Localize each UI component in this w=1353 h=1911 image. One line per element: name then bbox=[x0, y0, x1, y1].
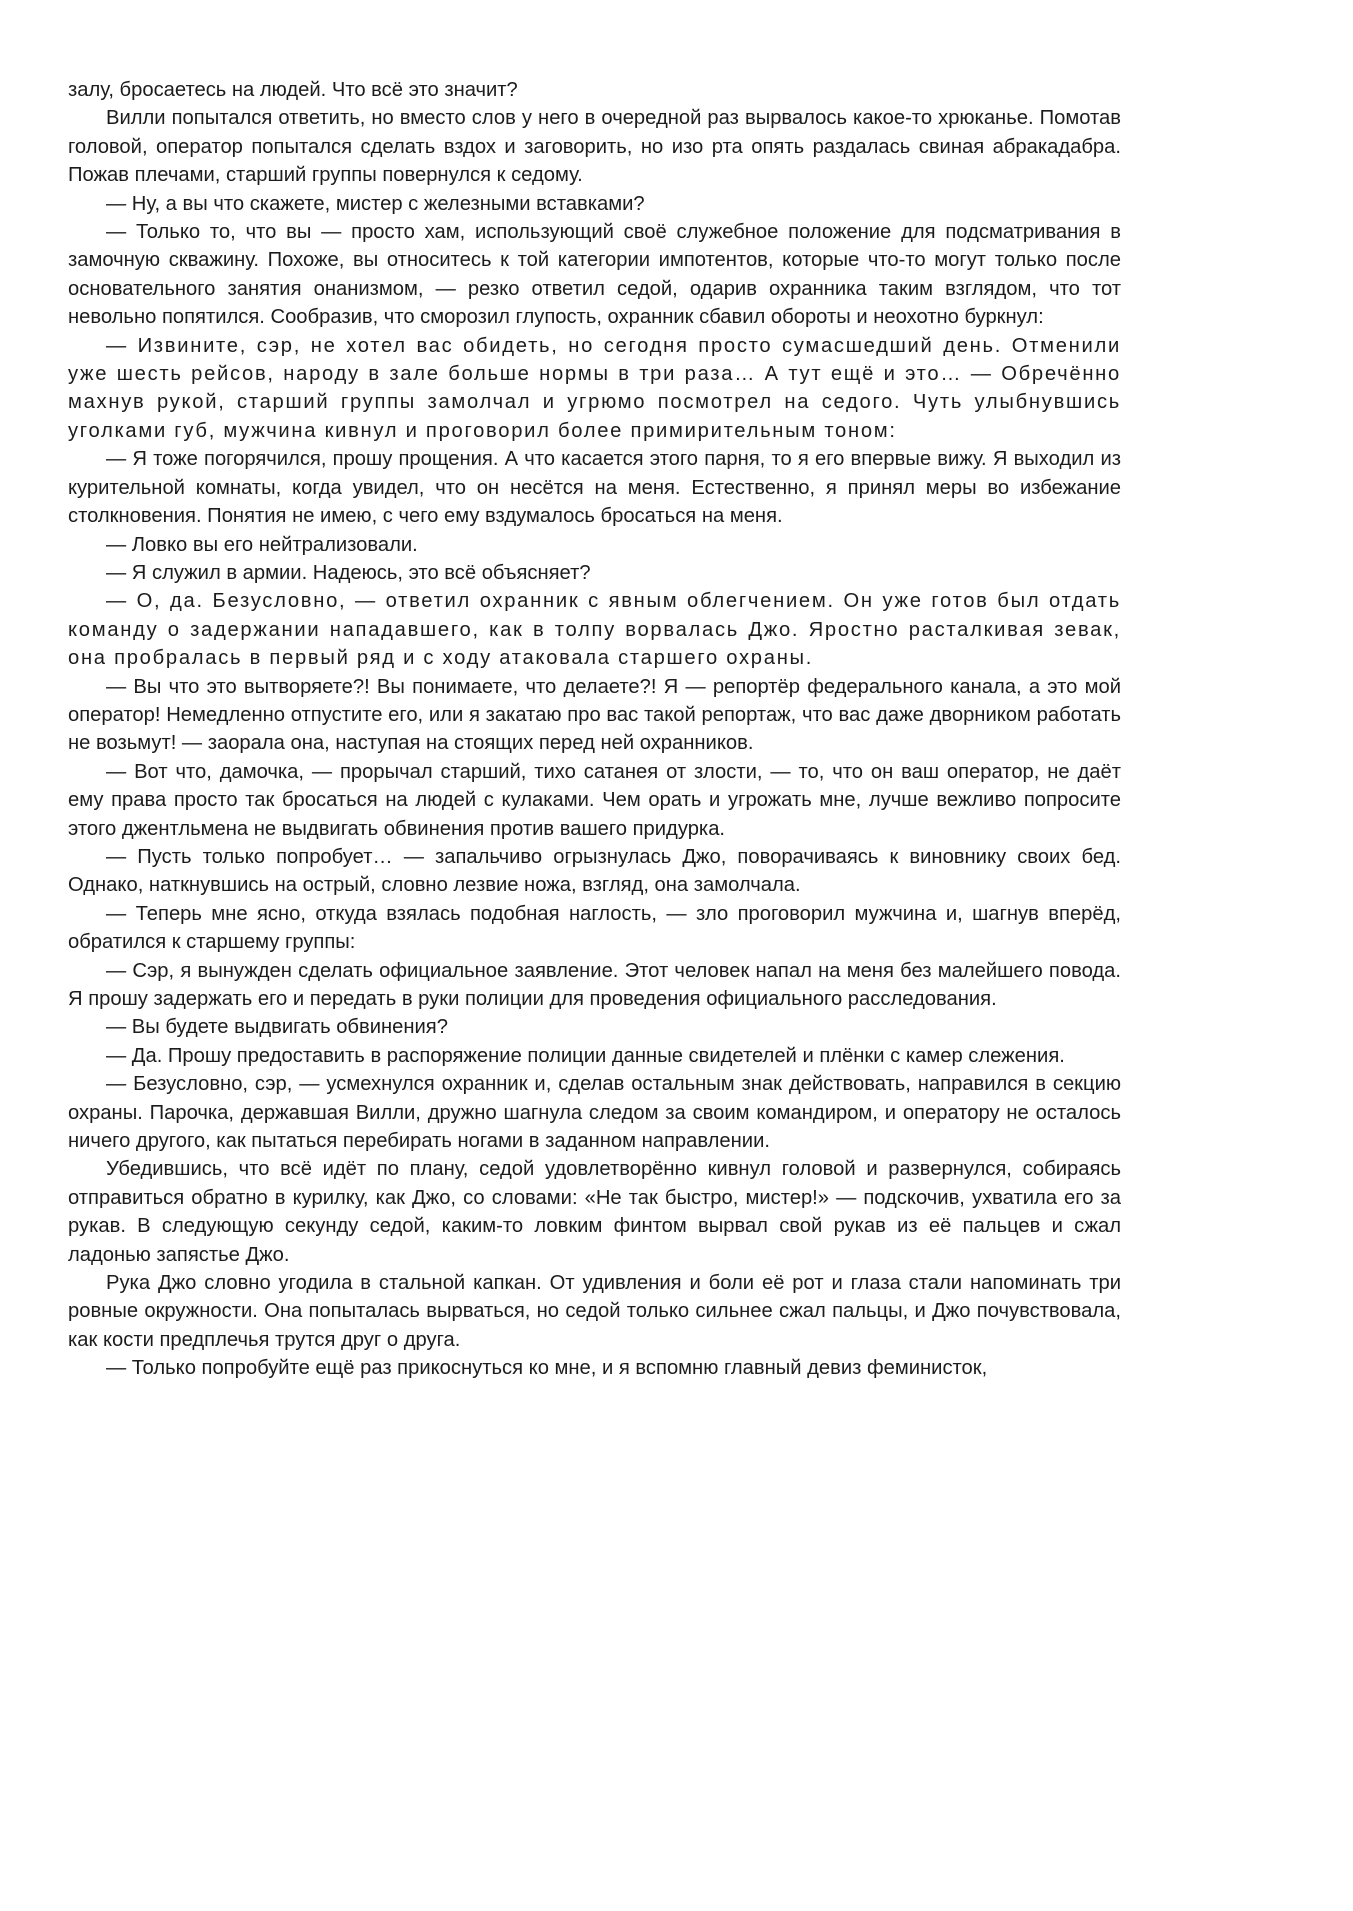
paragraph-4: — Только то, что вы — просто хам, использующий своё служебное положение для подсматривания в замочную скважину. Похоже, вы относитесь к той категории импотентов, которые что-то могут только после основательного занятия онанизмом, — резко ответил седой, одарив охранника таким взглядом, что тот невольно попятился. Сообразив, что сморозил глупость, охранник сбавил обороты и неохотно буркнул: bbox=[68, 221, 1121, 329]
paragraph-18: Убедившись, что всё идёт по плану, седой удовлетворённо кивнул головой и развернулся, собираясь отправиться обратно в курилку, как Джо, со словами: «Не так быстро, мистер!» — подскочив, ухватила его за рукав. В следующую секунду седой, каким-то ловким финтом вырвал свой рукав из её пальцев и сжал ладонью запястье Джо. bbox=[68, 1158, 1121, 1266]
paragraph-7: — Ловко вы его нейтрализовали. bbox=[106, 533, 418, 556]
paragraph-8: — Я служил в армии. Надеюсь, это всё объясняет? bbox=[106, 561, 591, 584]
paragraph-15: — Вы будете выдвигать обвинения? bbox=[106, 1016, 448, 1039]
paragraph-12: — Пусть только попробует… — запальчиво огрызнулась Джо, поворачиваясь к виновнику своих бед. Однако, наткнувшись на острый, словно лезвие ножа, взгляд, она замолчала. bbox=[68, 845, 1121, 897]
paragraph-20: — Только попробуйте ещё раз прикоснуться ко мне, и я вспомню главный девиз феминисток, bbox=[106, 1357, 988, 1380]
document-text bbox=[68, 76, 1121, 1383]
paragraph-19: Рука Джо словно угодила в стальной капкан. От удивления и боли её рот и глаза стали напоминать три ровные окружности. Она попыталась вырваться, но седой только сильнее сжал пальцы, и Джо почувствовала, как кости предплечья трутся друг о друга. bbox=[68, 1272, 1121, 1351]
paragraph-13: — Теперь мне ясно, откуда взялась подобная наглость, — зло проговорил мужчина и, шагнув вперёд, обратился к старшему группы: bbox=[68, 902, 1121, 954]
paragraph-3: — Ну, а вы что скажете, мистер с железными вставками? bbox=[106, 192, 645, 215]
paragraph-1: залу, бросаетесь на людей. Что всё это значит? bbox=[68, 79, 518, 101]
paragraph-2: Вилли попытался ответить, но вместо слов у него в очередной раз вырвалось какое-то хрюканье. Помотав головой, оператор попытался сделать вздох и заговорить, но изо рта опять раздалась свиная абракадабра. Пожав плечами, старший группы повернулся к седому. bbox=[68, 107, 1121, 187]
paragraph-6: — Я тоже погорячился, прошу прощения. А что касается этого парня, то я его впервые вижу. Я выходил из курительной комнаты, когда увидел, что он несётся на меня. Естественно, я принял меры во избежание столкновения. Понятия не имею, с чего ему вздумалось бросаться на меня. bbox=[68, 448, 1121, 528]
paragraph-17: — Безусловно, сэр, — усмехнулся охранник и, сделав остальным знак действовать, направился в секцию охраны. Парочка, державшая Вилли, дружно шагнула следом за своим командиром, и оператору не осталось ничего другого, как пытаться перебирать ногами в заданном направлении. bbox=[68, 1073, 1121, 1153]
paragraph-11: — Вот что, дамочка, — прорычал старший, тихо сатанея от злости, — то, что он ваш оператор, не даёт ему права просто так бросаться на людей с кулаками. Чем орать и угрожать мне, лучше вежливо попросите этого джентльмена не выдвигать обвинения против вашего придурка. bbox=[68, 760, 1121, 840]
paragraph-14: — Сэр, я вынужден сделать официальное заявление. Этот человек напал на меня без малейшего повода. Я прошу задержать его и передать в руки полиции для проведения официального расследования. bbox=[68, 959, 1121, 1010]
paragraph-5: — Извините, сэр, не хотел вас обидеть, но сегодня просто сумасшедший день. Отменили уже шесть рейсов, народу в зале больше нормы в три раза… А тут ещё и это… — Обречённо махнув рукой, старший группы замолчал и угрюмо посмотрел на седого. Чуть улыбнувшись уголками губ, мужчина кивнул и проговорил более примирительным тоном: bbox=[68, 334, 1121, 442]
paragraph-9: — О, да. Безусловно, — ответил охранник с явным облегчением. Он уже готов был отдать команду о задержании нападавшего, как в толпу ворвалась Джо. Яростно расталкивая зевак, она пробралась в первый ряд и с ходу атаковала старшего охраны. bbox=[68, 590, 1121, 670]
paragraph-16: — Да. Прошу предоставить в распоряжение полиции данные свидетелей и плёнки с камер слежения. bbox=[106, 1044, 1065, 1067]
paragraph-10: — Вы что это вытворяете?! Вы понимаете, что делаете?! Я — репортёр федерального канала, а это мой оператор! Немедленно отпустите его, или я закатаю про вас такой репортаж, что вас даже дворником работать не возьмут! — заорала она, наступая на стоящих перед ней охранников. bbox=[68, 675, 1121, 755]
